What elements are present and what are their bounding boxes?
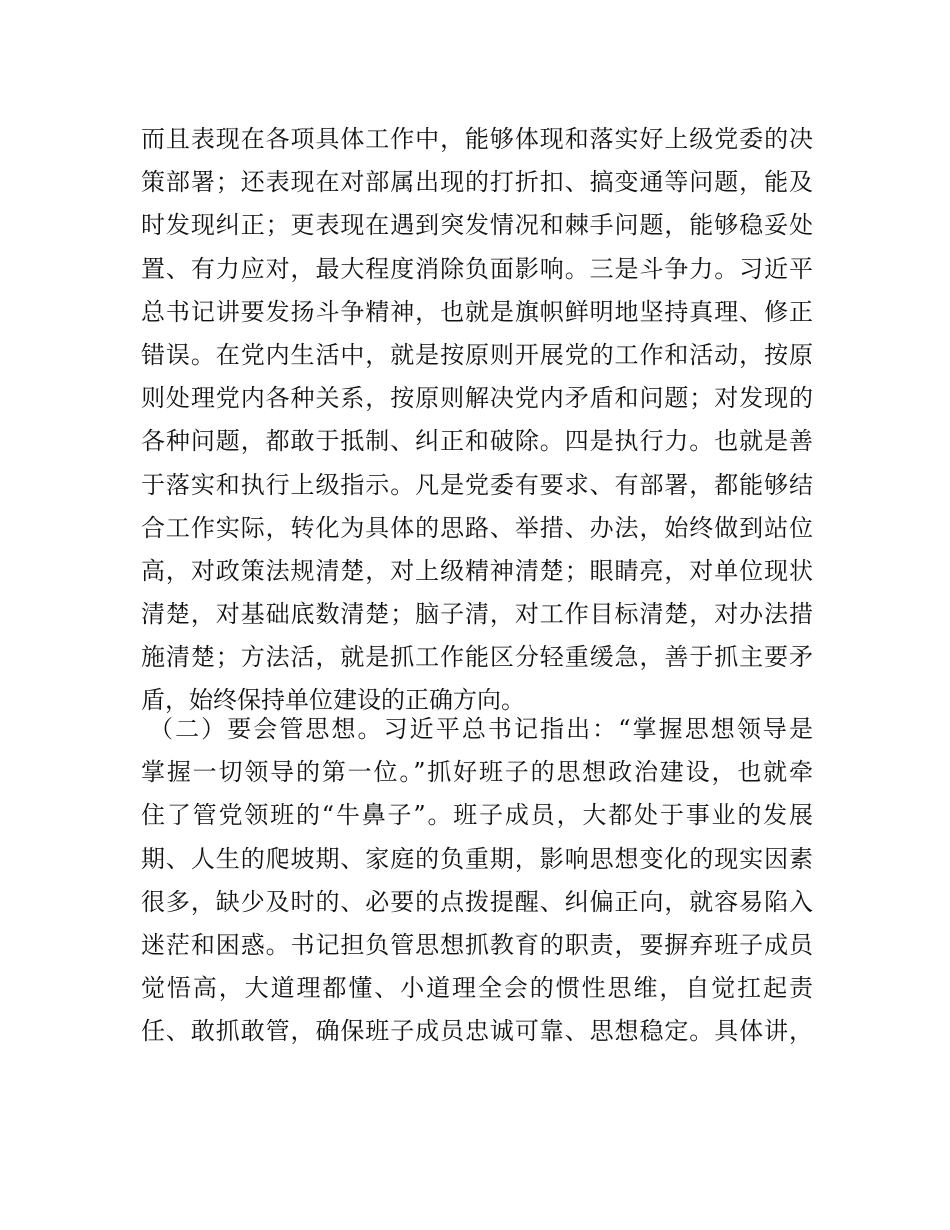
paragraph-line: 清楚，对基础底数清楚；脑子清，对工作目标清楚，对办法措	[141, 600, 813, 629]
paragraph-line: 期、人生的爬坡期、家庭的负重期，影响思想变化的现实因素	[141, 844, 813, 873]
paragraph-line: 迷茫和困惑。书记担负管思想抓教育的职责，要摒弃班子成员	[141, 930, 813, 959]
paragraph-line: 置、有力应对，最大程度消除负面影响。三是斗争力。习近平	[141, 254, 813, 283]
paragraph-line: 各种问题，都敢于抵制、纠正和破除。四是执行力。也就是善	[141, 427, 813, 456]
paragraph-2	[141, 708, 813, 1054]
paragraph-line: 任、敢抓敢管，确保班子成员忠诚可靠、思想稳定。具体讲，	[141, 1017, 813, 1046]
paragraph-line: 合工作实际，转化为具体的思路、举措、办法，始终做到站位	[141, 513, 813, 542]
paragraph-line: 时发现纠正；更表现在遇到突发情况和棘手问题，能够稳妥处	[141, 211, 813, 240]
paragraph-line: 高，对政策法规清楚，对上级精神清楚；眼睛亮，对单位现状	[141, 556, 813, 585]
paragraph-line: 住了管党领班的“牛鼻子”。班子成员，大都处于事业的发展	[141, 801, 813, 830]
paragraph-line: 而且表现在各项具体工作中，能够体现和落实好上级党委的决	[141, 125, 813, 153]
paragraph-line: （二）要会管思想。习近平总书记指出：“掌握思想领导是	[149, 715, 813, 743]
paragraph-1	[141, 118, 813, 723]
paragraph-line: 则处理党内各种关系，按原则解决党内矛盾和问题；对发现的	[141, 384, 813, 413]
paragraph-line: 很多，缺少及时的、必要的点拨提醒、纠偏正向，就容易陷入	[141, 887, 813, 916]
paragraph-line: 总书记讲要发扬斗争精神，也就是旗帜鲜明地坚持真理、修正	[141, 297, 813, 326]
paragraph-line: 掌握一切领导的第一位。”抓好班子的思想政治建设，也就牵	[141, 758, 813, 787]
paragraph-line: 于落实和执行上级指示。凡是党委有要求、有部署，都能够结	[141, 470, 813, 499]
paragraph-line: 盾，始终保持单位建设的正确方向。	[141, 686, 525, 715]
paragraph-line: 错误。在党内生活中，就是按原则开展党的工作和活动，按原	[141, 340, 813, 369]
paragraph-line: 施清楚；方法活，就是抓工作能区分轻重缓急，善于抓主要矛	[141, 643, 813, 672]
paragraph-line: 策部署；还表现在对部属出现的打折扣、搞变通等问题，能及	[141, 168, 813, 197]
paragraph-line: 觉悟高，大道理都懂、小道理全会的惯性思维，自觉扛起责	[141, 974, 813, 1003]
